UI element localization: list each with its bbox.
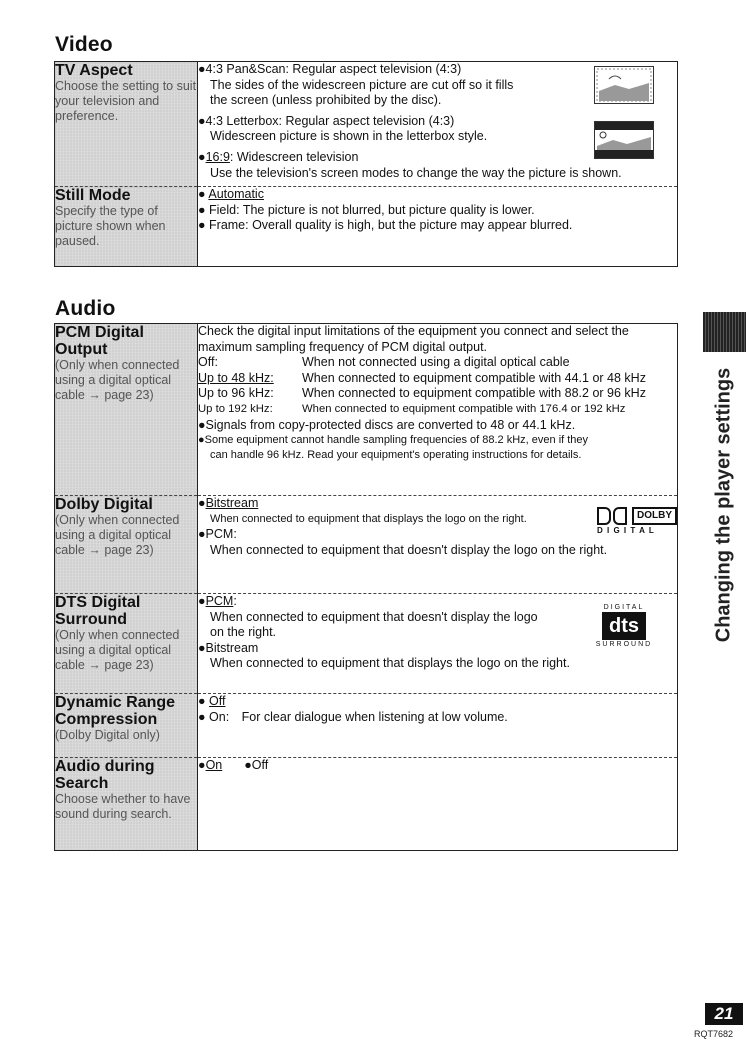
option-field: ● Field: The picture is not blurred, but picture quality is lower. <box>198 202 535 217</box>
setting-name-audio-search: Audio during Search <box>55 758 155 792</box>
dts-logo-top: DIGITAL <box>603 604 645 611</box>
option-pcm-desc-cont: on the right. <box>210 625 277 640</box>
pcm-option-48 <box>198 371 677 387</box>
option-pcm: ●PCM: <box>198 527 237 542</box>
bullet: ● <box>198 594 206 608</box>
option-bitstream: ●Bitstream <box>198 640 259 655</box>
colon: : <box>233 594 237 608</box>
pcm-option-desc: When not connected using a digital optical cable <box>302 355 570 370</box>
dts-logo-bottom: SURROUND <box>595 641 653 648</box>
setting-label-cell <box>55 187 198 267</box>
setting-desc-dolby: (Only when connected using a digital optical cable → page 23) <box>55 513 180 557</box>
option-pcm-desc: When connected to equipment that doesn't display the logo on the right. <box>210 542 608 557</box>
table-row <box>55 594 678 694</box>
option-frame: ● Frame: Overall quality is high, but the picture may appear blurred. <box>198 218 573 233</box>
setting-desc-audio-search: Choose whether to have sound during search. <box>55 792 191 821</box>
option-bitstream-desc: When connected to equipment that displays the logo on the right. <box>210 512 527 525</box>
pan-scan-tv-image <box>594 66 654 104</box>
default-option-off: Off <box>209 694 226 708</box>
pcm-note-equipment: ●Some equipment cannot handle sampling frequencies of 88.2 kHz, even if they <box>198 434 589 447</box>
bullet: ● <box>198 758 206 772</box>
setting-label-cell <box>55 758 198 851</box>
audio-search-options <box>198 758 677 774</box>
table-row <box>55 187 678 267</box>
default-option-pcm: PCM <box>205 594 234 608</box>
default-option-bitstream: Bitstream <box>205 496 259 510</box>
model-code: RQT7682 <box>694 1029 734 1039</box>
side-chapter-title: Changing the player settings <box>712 367 735 643</box>
dts-logo-word: dts <box>602 612 646 640</box>
video-settings-table <box>54 61 678 267</box>
setting-desc-tv-aspect: Choose the setting to suit your television and preference. <box>55 79 197 123</box>
bullet: ● <box>198 496 206 510</box>
setting-label-cell <box>55 694 198 758</box>
option-bitstream-desc: When connected to equipment that displays the logo on the right. <box>210 656 570 671</box>
option-automatic <box>198 187 677 203</box>
setting-name-dolby: Dolby Digital <box>55 496 153 513</box>
pcm-option-192 <box>198 402 677 418</box>
pcm-option-desc: When connected to equipment compatible with 44.1 or 48 kHz <box>302 370 646 385</box>
option-widescreen-note: Use the television's screen modes to change the way the picture is shown. <box>210 165 622 180</box>
setting-content-cell <box>198 694 678 758</box>
option-widescreen-text: : Widescreen television <box>229 149 359 164</box>
section-heading-video: Video <box>55 33 113 56</box>
pcm-note-equipment-cont: can handle 96 kHz. Read your equipment's operating instructions for details. <box>210 448 582 461</box>
option-off: ●Off <box>244 758 269 772</box>
side-tab-marker <box>703 312 746 352</box>
option-pan-scan-desc-2: the screen (unless prohibited by the disc). <box>210 93 442 108</box>
setting-name-pcm: PCM Digital Output <box>55 324 144 358</box>
pcm-option-desc: When connected to equipment compatible with 176.4 or 192 kHz <box>302 402 626 415</box>
table-row <box>55 324 678 496</box>
table-row <box>55 496 678 594</box>
setting-name-still-mode: Still Mode <box>55 187 131 204</box>
pcm-intro: Check the digital input limitations of the equipment you connect and select the maximum sampling frequency of PCM digital output. <box>198 324 629 354</box>
default-option-automatic: Automatic <box>208 187 264 201</box>
setting-desc-still-mode: Specify the type of picture shown when paused. <box>55 204 166 248</box>
setting-desc-pcm: (Only when connected using a digital optical cable → page 23) <box>55 358 180 402</box>
pcm-option-desc: When connected to equipment compatible with 88.2 or 96 kHz <box>302 386 646 401</box>
setting-content-cell <box>198 758 678 851</box>
option-letterbox: ●4:3 Letterbox: Regular aspect television (4:3) <box>198 113 455 128</box>
option-pan-scan: ●4:3 Pan&Scan: Regular aspect television (4:3) <box>198 62 462 76</box>
pcm-option-off <box>198 355 677 371</box>
page-number: 21 <box>705 1003 743 1025</box>
pcm-option-label: Up to 96 kHz: <box>198 386 274 401</box>
option-off <box>198 694 677 710</box>
pcm-option-label: Up to 192 kHz: <box>198 402 273 415</box>
default-option-16-9: 16:9 <box>205 149 230 164</box>
setting-name-drc: Dynamic Range Compression <box>55 694 176 728</box>
setting-desc-drc: (Dolby Digital only) <box>55 728 160 742</box>
option-pan-scan-desc-1: The sides of the widescreen picture are cut off so it fills <box>210 77 514 92</box>
setting-label-cell <box>55 62 198 187</box>
audio-settings-table <box>54 323 678 851</box>
default-option-on: On <box>205 758 223 772</box>
setting-content-cell <box>198 187 678 267</box>
bullet: ● <box>198 149 206 164</box>
table-row <box>55 694 678 758</box>
bullet: ● <box>198 694 206 708</box>
letterbox-tv-image <box>594 121 654 159</box>
setting-content-cell <box>198 324 678 496</box>
pcm-option-label: Up to 48 kHz: <box>198 370 274 385</box>
setting-label-cell <box>55 324 198 496</box>
setting-label-cell <box>55 496 198 594</box>
pcm-note-copy-protected: ●Signals from copy-protected discs are converted to 48 or 44.1 kHz. <box>198 417 576 432</box>
pcm-option-96 <box>198 386 677 402</box>
setting-name-dts: DTS Digital Surround <box>55 594 141 628</box>
dolby-digital-logo <box>597 507 677 533</box>
section-heading-audio: Audio <box>55 297 116 320</box>
setting-label-cell <box>55 594 198 694</box>
setting-desc-dts: (Only when connected using a digital optical cable → page 23) <box>55 628 180 672</box>
dts-surround-logo <box>594 604 654 654</box>
table-row <box>55 758 678 851</box>
option-letterbox-desc: Widescreen picture is shown in the letterbox style. <box>210 129 488 144</box>
setting-name-tv-aspect: TV Aspect <box>55 62 133 79</box>
dolby-logo-sub: D I G I T A L <box>597 526 655 535</box>
pcm-option-label: Off: <box>198 355 218 370</box>
dolby-logo-word: DOLBY <box>632 507 677 525</box>
option-on: ● On: For clear dialogue when listening at low volume. <box>198 709 508 724</box>
table-row <box>55 62 678 187</box>
option-pcm-desc: When connected to equipment that doesn't display the logo <box>210 609 538 624</box>
bullet: ● <box>198 187 206 201</box>
